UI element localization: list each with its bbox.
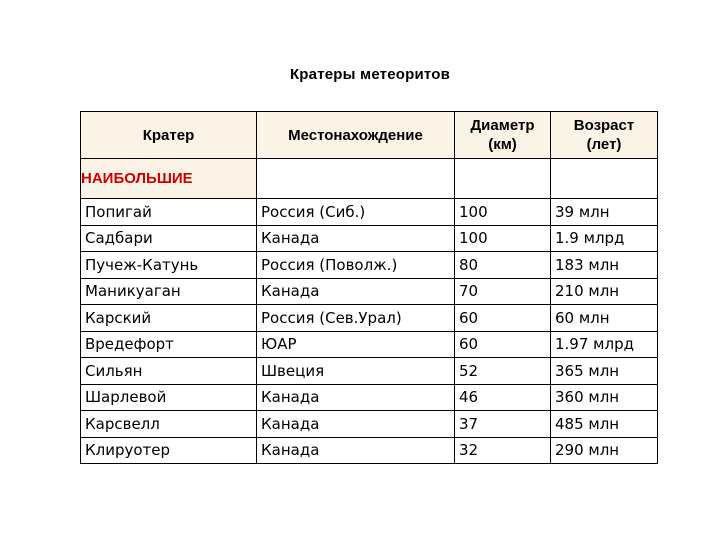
- crater-name-cell: Вредефорт: [81, 331, 257, 358]
- age-cell: 485 млн: [551, 411, 658, 438]
- location-cell: Канада: [257, 437, 455, 464]
- location-cell: Швеция: [257, 358, 455, 385]
- table-row: [81, 437, 658, 464]
- age-cell: 360 млн: [551, 384, 658, 411]
- crater-name-cell: Сильян: [81, 358, 257, 385]
- table-row: [81, 278, 658, 305]
- table-row: [81, 384, 658, 411]
- location-cell: Канада: [257, 384, 455, 411]
- column-header-age: Возраст (лет): [551, 112, 658, 159]
- diameter-cell: 80: [455, 252, 551, 279]
- diameter-cell: 60: [455, 305, 551, 332]
- location-cell: Россия (Поволж.): [257, 252, 455, 279]
- table-row: [81, 252, 658, 279]
- location-cell: ЮАР: [257, 331, 455, 358]
- location-cell: Россия (Сиб.): [257, 199, 455, 226]
- crater-name-cell: Карсвелл: [81, 411, 257, 438]
- diameter-cell: 37: [455, 411, 551, 438]
- age-cell: 1.9 млрд: [551, 225, 658, 252]
- column-header-diameter: Диаметр (км): [455, 112, 551, 159]
- table-row: [81, 331, 658, 358]
- crater-name-cell: Маникуаган: [81, 278, 257, 305]
- age-cell: 60 млн: [551, 305, 658, 332]
- column-header-location: Местонахождение: [257, 112, 455, 159]
- diameter-cell: 70: [455, 278, 551, 305]
- crater-name-cell: Пучеж-Катунь: [81, 252, 257, 279]
- age-cell: 39 млн: [551, 199, 658, 226]
- crater-name-cell: Клируотер: [81, 437, 257, 464]
- page-title: Кратеры метеоритов: [289, 66, 451, 83]
- crater-name-cell: Попигай: [81, 199, 257, 226]
- diameter-cell: 32: [455, 437, 551, 464]
- section-row: [81, 159, 658, 199]
- diameter-cell: 100: [455, 199, 551, 226]
- section-label: НАИБОЛЬШИЕ: [81, 159, 257, 199]
- age-cell: 290 млн: [551, 437, 658, 464]
- crater-name-cell: Шарлевой: [81, 384, 257, 411]
- header-row: [81, 112, 658, 159]
- diameter-cell: 100: [455, 225, 551, 252]
- diameter-cell: 52: [455, 358, 551, 385]
- table-row: [81, 225, 658, 252]
- age-cell: 210 млн: [551, 278, 658, 305]
- crater-name-cell: Карский: [81, 305, 257, 332]
- table-row: [81, 305, 658, 332]
- section-empty-cell: [455, 159, 551, 199]
- table-row: [81, 358, 658, 385]
- age-cell: 183 млн: [551, 252, 658, 279]
- section-empty-cell: [551, 159, 658, 199]
- age-cell: 365 млн: [551, 358, 658, 385]
- diameter-cell: 46: [455, 384, 551, 411]
- age-cell: 1.97 млрд: [551, 331, 658, 358]
- section-empty-cell: [257, 159, 455, 199]
- location-cell: Канада: [257, 278, 455, 305]
- location-cell: Канада: [257, 225, 455, 252]
- location-cell: Канада: [257, 411, 455, 438]
- location-cell: Россия (Сев.Урал): [257, 305, 455, 332]
- diameter-cell: 60: [455, 331, 551, 358]
- crater-name-cell: Садбари: [81, 225, 257, 252]
- table-row: [81, 411, 658, 438]
- column-header-crater: Кратер: [81, 112, 257, 159]
- table-row: [81, 199, 658, 226]
- crater-table: [80, 111, 658, 464]
